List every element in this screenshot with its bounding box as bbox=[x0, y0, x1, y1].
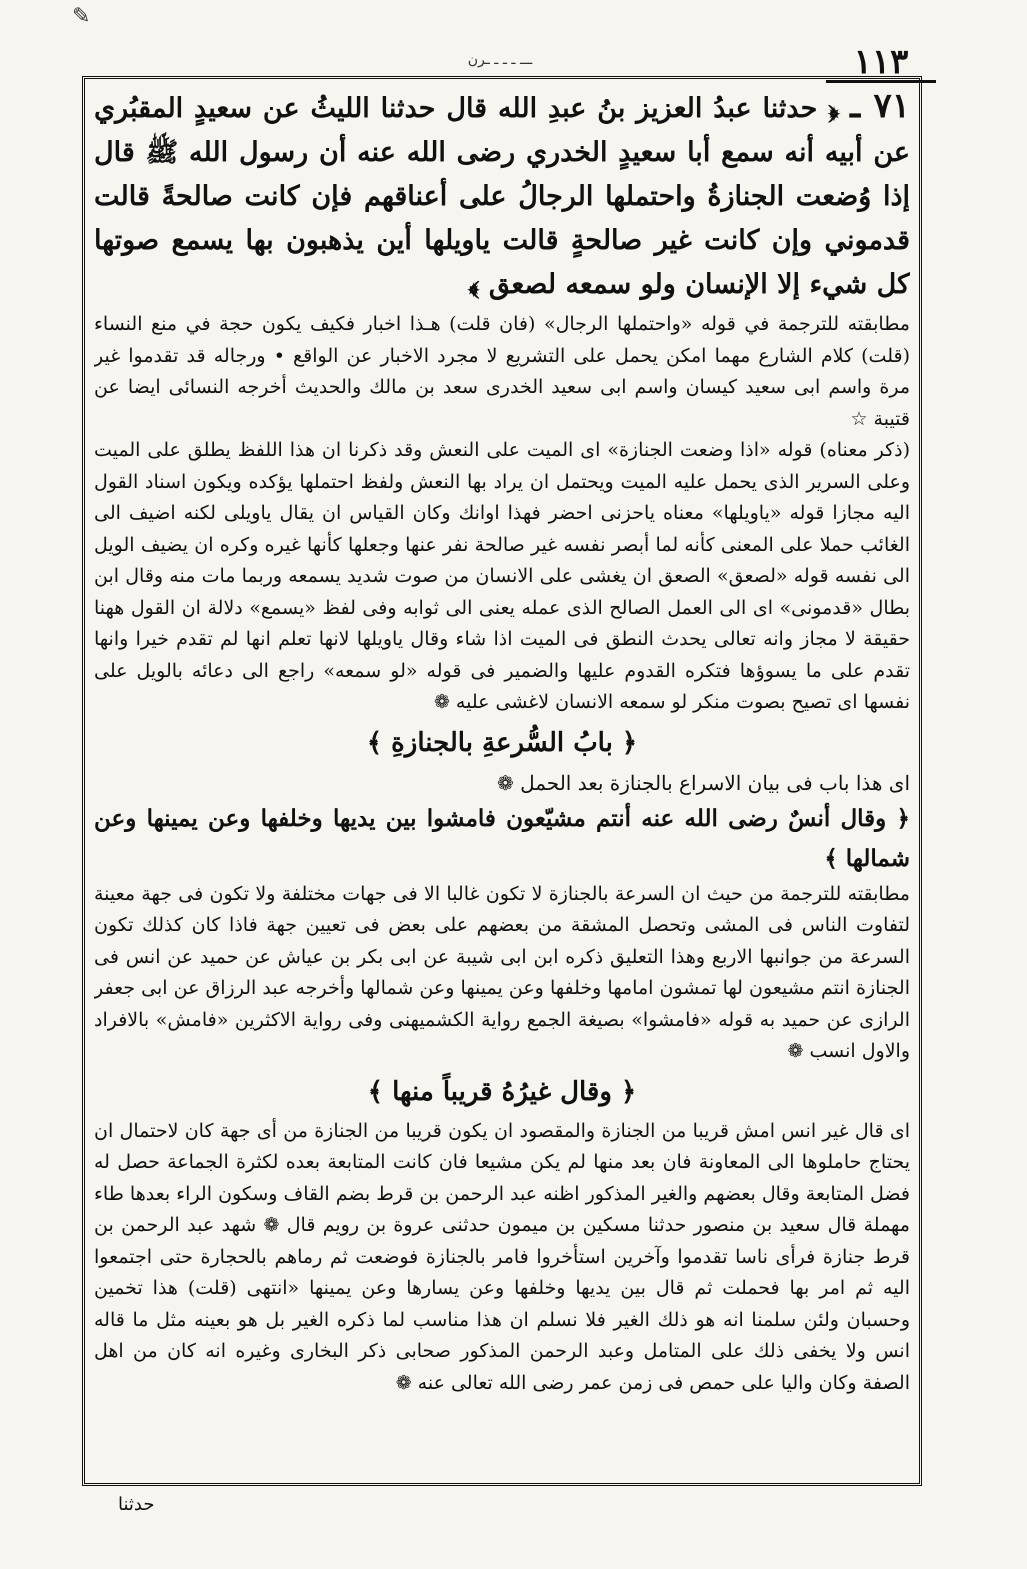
hadith-text: ﴿ حدثنا عبدُ العزيز بنُ عبدِ الله قال حدثنا الليثُ عن سعيدٍ المقبُري عن أبيه أنه سمع أبا سعيدٍ الخدري رضى الله عنه أن رسول الله ﷺ قال إذا وُضعت الجنازةُ واحتملها الرجالُ على أعناقهم فإن كانت صالحةً قالت قدموني وإن كانت غير صالحةٍ قالت ياويلها أين يذهبون بها يسمع صوتها كل شيء إلا الإنسان ولو سمعه لصعق ﴾ bbox=[94, 93, 910, 300]
commentary-paragraph-1: مطابقته للترجمة في قوله «واحتملها الرجال» (فان قلت) هـذا اخبار فكيف يكون حجة في منع النساء (قلت) كلام الشارع مهما امكن يحمل على التشريع لا مجرد الاخبار عن الواقع • ورجاله قد تقدموا غير مرة واسم ابى سعيد كيسان واسم ابى سعيد الخدرى سعد بن مالك والحديث أخرجه النسائى ايضا عن قتيبة ☆ bbox=[94, 313, 910, 430]
commentary-paragraph-3: مطابقته للترجمة من حيث ان السرعة بالجنازة لا تكون غالبا الا فى جهات مختلفة ولا تكون فى جهة معينة لتفاوت الناس فى المشى وتحصل المشقة من بعضهم على بعض فى تعيين جهة فاذا كان كذلك تكون السرعة من جوانبها الاربع وهذا التعليق ذكره ابن ابى شيبة عن ابى بكر بن عياش عن حميد عن انس فى الجنازة انتم مشيعون لها تمشون امامها وخلفها وعن يمينها وعن شمالها وأخرجه عبد الرزاق عن ابى جعفر الرازى عن حميد به قوله «فامشوا» بصيغة الجمع رواية الكشميهنى وفى رواية الاكثرين «فامش» بالافراد والاول انسب ❁ bbox=[94, 882, 910, 1062]
quote-anas: ﴿ وقال أنسٌ رضى الله عنه أنتم مشيّعون فامشوا بين يديها وخلفها وعن يمينها وعن شمالها ﴾ bbox=[94, 804, 910, 872]
catchword: حدثنا bbox=[118, 1494, 155, 1515]
hadith-block bbox=[94, 84, 910, 307]
chapter-heading: ﴿ بابُ السُّرعةِ بالجنازةِ ﴾ bbox=[366, 727, 638, 758]
commentary-paragraph-2: (ذكر معناه) قوله «اذا وضعت الجنازة» اى الميت على النعش وقد ذكرنا ان هذا اللفظ يطلق على الميت وعلى السرير الذى يحمل عليه الميت ويحتمل ان يراد بها النعش ولفظ احتملها يؤكده ويكون اسناد القول اليه مجازا قوله «ياويلها» معناه ياحزنى احضر فهذا اوانك وكان القياس ان يقال ياويلى لكنه اضيف الى الغائب حملا على المعنى كأنه لما أبصر نفسه غير صالحة نفر عنها وجعلها كأنها غيره وكره ان يضيف الويل الى نفسه قوله «لصعق» الصعق ان يغشى على الانسان من صوت شديد يسمعه وربما مات منه وقال ابن بطال «قدمونى» اى الى العمل الصالح الذى عمله يعنى الى ثوابه وفى لفظ «يسمع» دلالة ان القول ههنا حقيقة لا مجاز وانه تعالى يحدث النطق فى الميت اذا شاء وقال ياويلها لانها تعلم انها لم تقدم خيرا وانها تقدم على ما يسوؤها فتكره القدوم عليها والضمير فى قوله «لو سمعه» راجع الى دعائه بالويل على نفسها اى تصيح بصوت منكر لو سمعه الانسان لاغشى عليه ❁ bbox=[94, 439, 910, 713]
corner-mark: ✎ bbox=[72, 4, 91, 29]
page-content bbox=[94, 84, 910, 1480]
hadith-number: ٧١ ـ bbox=[850, 86, 910, 126]
commentary-paragraph-4: اى قال غير انس امش قريبا من الجنازة والمقصود ان يكون قريبا من الجنازة من أى جهة كان لاحتمال ان يحتاج حاملوها الى المعاونة فان بعد منها لم يكن مشيعا فان كانت المتابعة بعده لكثرة الجماعة حصل له فضل المتابعة وقال بعضهم والغير المذكور اظنه عبد الرحمن بن قرط بضم القاف وسكون الراء بعدها طاء مهملة قال سعيد بن منصور حدثنا مسكين بن ميمون حدثنى عروة بن رويم قال ❁ شهد عبد الرحمن بن قرط جنازة فرأى ناسا تقدموا وآخرين استأخروا فامر بالجنازة فوضعت ثم رماهم بالحجارة حتى اجتمعوا اليه ثم امر بها فحملت ثم قال بين يديها وخلفها وعن يسارها وعن يمينها «انتهى (قلت) هذا تخمين وحسبان ولئن سلمنا انه هو ذلك الغير فلا نسلم ان هذا مناسب لما ذكره الغير بل هو بعينه مثل ما قاله انس ولا يخفى ذلك على المتامل وعبد الرحمن المذكور صحابى ذكر البخارى وغيره انه كان من اهل الصفة وكان واليا على حمص فى زمن عمر رضى الله تعالى عنه ❁ bbox=[94, 1119, 910, 1394]
page-number: ١١٣ bbox=[826, 44, 936, 83]
chapter-subheading: اى هذا باب فى بيان الاسراع بالجنازة بعد الحمل ❁ bbox=[496, 770, 910, 795]
quote-ghairuhu: ﴿ وقال غيرُهُ قريباً منها ﴾ bbox=[367, 1076, 637, 1107]
header-mark: ـــ ـ ـ ـ ـرن bbox=[467, 52, 533, 68]
